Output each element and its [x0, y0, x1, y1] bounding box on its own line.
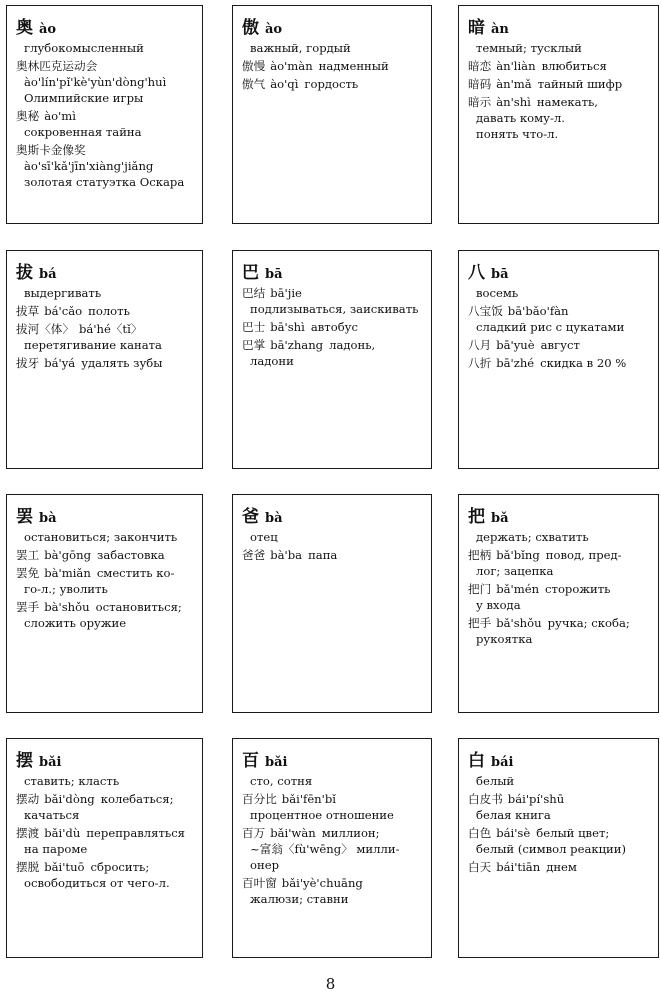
headword-meaning: глубокомысленный: [24, 41, 144, 55]
entry-hanzi: 八月: [468, 338, 492, 352]
dictionary-card: [232, 250, 432, 469]
entry-hanzi: 巴掌: [242, 338, 266, 352]
entry-pinyin: bà'gōng: [44, 548, 92, 562]
entry-continuation: сокровенная тайна: [24, 125, 142, 139]
entry-hanzi: 百分比: [242, 792, 277, 806]
entry-hanzi: 拔牙: [16, 356, 40, 370]
entry-continuation: го-л.; уволить: [24, 582, 108, 596]
entry-pinyin: bá'yá: [44, 356, 76, 370]
headword-pinyin: bà: [39, 511, 57, 526]
entry-pinyin: bà'miǎn: [44, 566, 91, 580]
entry-hanzi: 傲气: [242, 77, 266, 91]
headword-meaning: остановиться; закончить: [24, 530, 178, 544]
entry-translation: колебаться;: [100, 792, 174, 806]
entry-continuation: у входа: [476, 598, 521, 612]
entry-hanzi: 巴结: [242, 286, 266, 300]
dictionary-card: [6, 494, 203, 713]
entry-pinyin: bā'shì: [270, 320, 305, 334]
entry-continuation: жалюзи; ставни: [250, 892, 349, 906]
entry-pinyin: àn'shì: [496, 95, 531, 109]
entry-pinyin: bǎ'bǐng: [496, 548, 540, 562]
dictionary-card: [232, 738, 432, 958]
entry-continuation: рукоятка: [476, 632, 533, 646]
entry-pinyin: bà'ba: [270, 548, 303, 562]
entry: [468, 76, 650, 92]
entry-translation: полоть: [88, 304, 130, 318]
entry-pinyin: bā'zhé: [496, 356, 535, 370]
entry-pinyin: bǎi'dù: [44, 826, 81, 840]
entry-hanzi: 摆脱: [16, 860, 40, 874]
entry-translation: ладонь,: [329, 338, 376, 352]
entry-pinyin: bǎi'tuō: [44, 860, 85, 874]
entry-pinyin: bá'hé〈tǐ〉: [78, 322, 143, 336]
headword-hanzi: 白: [468, 751, 485, 771]
headword-pinyin: bǎ: [491, 511, 509, 526]
entry: [16, 599, 194, 631]
entry-pinyin: bǎi'yè'chuāng: [281, 876, 363, 890]
entry: [16, 142, 194, 190]
entry-translation: папа: [308, 548, 338, 562]
headword-meaning: сто, сотня: [250, 774, 313, 788]
headword-pinyin: ào: [265, 22, 283, 37]
entry-translation: надменный: [318, 59, 389, 73]
entry-pinyin: bǎ'mén: [496, 582, 540, 596]
entry-translation: автобус: [310, 320, 358, 334]
entry: [242, 319, 423, 335]
entry-translation: скидка в 20 %: [540, 356, 627, 370]
card-header: [242, 502, 423, 527]
entry-hanzi: 爸爸: [242, 548, 266, 562]
entry-pinyin: bái'sè: [496, 826, 531, 840]
entry-hanzi: 摆渡: [16, 826, 40, 840]
headword-meaning: ставить; класть: [24, 774, 120, 788]
entry-hanzi: 拔草: [16, 304, 40, 318]
entry-continuation: ~富翁〈fù'wēng〉 милли- онер: [250, 842, 400, 872]
entry-hanzi: 八折: [468, 356, 492, 370]
entry: [468, 94, 650, 142]
entry-continuation: сложить оружие: [24, 616, 127, 630]
entry-continuation: освободиться от чего-л.: [24, 876, 170, 890]
entry-hanzi: 百叶窗: [242, 876, 277, 890]
entry: [468, 791, 650, 823]
entry-translation: гордость: [304, 77, 359, 91]
entry-pinyin: bā'bǎo'fàn: [507, 304, 569, 318]
entry-translation: миллион;: [321, 826, 380, 840]
page-number: 8: [325, 975, 336, 993]
entry-translation: намекать,: [536, 95, 598, 109]
entry-pinyin: bǎi'wàn: [270, 826, 316, 840]
card-header: [468, 258, 650, 283]
headword-meaning: отец: [250, 530, 278, 544]
entry: [16, 355, 194, 371]
headword-pinyin: bā: [491, 267, 509, 282]
entry-pinyin: bā'zhang: [270, 338, 324, 352]
entry: [16, 547, 194, 563]
card-header: [16, 502, 194, 527]
headword-pinyin: ào: [39, 22, 57, 37]
entry-hanzi: 白色: [468, 826, 492, 840]
entry-translation: остановиться;: [95, 600, 182, 614]
entry-continuation: сладкий рис с цукатами: [476, 320, 625, 334]
entry-hanzi: 把柄: [468, 548, 492, 562]
entry-hanzi: 罢手: [16, 600, 40, 614]
entry-continuation: ладони: [250, 354, 294, 368]
headword-hanzi: 爸: [242, 507, 259, 527]
entry-translation: сбросить;: [90, 860, 150, 874]
entry: [468, 355, 650, 371]
entry-translation: белый цвет;: [536, 826, 610, 840]
entry-continuation: процентное отношение: [250, 808, 394, 822]
dictionary-card: [232, 5, 432, 224]
dictionary-card: [232, 494, 432, 713]
entry-hanzi: 奥林匹克运动会: [16, 59, 98, 73]
dictionary-card: [458, 738, 659, 958]
entry-hanzi: 暗恋: [468, 59, 492, 73]
entry-pinyin: ào'mì: [44, 109, 76, 123]
card-header: [242, 258, 423, 283]
headword-hanzi: 拔: [16, 263, 33, 283]
card-header: [468, 746, 650, 771]
headword-pinyin: àn: [491, 22, 509, 37]
entry-translation: ручка; скоба;: [547, 616, 630, 630]
entry: [16, 303, 194, 319]
entry-continuation: белый (символ реакции): [476, 842, 627, 856]
headword-hanzi: 罢: [16, 507, 33, 527]
card-header: [16, 746, 194, 771]
entry-hanzi: 奥斯卡金像奖: [16, 143, 86, 157]
headword-meaning: важный, гордый: [250, 41, 351, 55]
entry-hanzi: 暗示: [468, 95, 492, 109]
entry: [242, 337, 423, 369]
entry-hanzi: 巴士: [242, 320, 266, 334]
card-header: [468, 502, 650, 527]
entry-continuation: давать кому-л. понять что-л.: [476, 111, 565, 141]
entry: [16, 825, 194, 857]
entry-continuation: белая книга: [476, 808, 551, 822]
card-header: [16, 13, 194, 38]
headword-pinyin: bà: [265, 511, 283, 526]
entry: [242, 58, 423, 74]
entry: [468, 547, 650, 579]
entry-translation: влюбиться: [541, 59, 607, 73]
headword-hanzi: 八: [468, 263, 485, 283]
entry-continuation: подлизываться, заискивать: [250, 302, 419, 316]
entry-translation: удалять зубы: [81, 356, 163, 370]
entry-continuation: ào'lín'pǐ'kè'yùn'dòng'huì Олимпийские игры: [24, 75, 167, 105]
entry-pinyin: bā'jie: [270, 286, 302, 300]
entry-hanzi: 把手: [468, 616, 492, 630]
headword-hanzi: 摆: [16, 751, 33, 771]
dictionary-card: [6, 5, 203, 224]
entry-hanzi: 罢免: [16, 566, 40, 580]
entry: [468, 303, 650, 335]
entry-continuation: ào'sī'kǎ'jīn'xiàng'jiǎng золотая статуэтка Оскара: [24, 159, 185, 189]
entry-translation: сторожить: [545, 582, 611, 596]
headword-pinyin: bá: [39, 267, 57, 282]
entry-hanzi: 百万: [242, 826, 266, 840]
entry-hanzi: 摆动: [16, 792, 40, 806]
entry-translation: тайный шифр: [537, 77, 623, 91]
entry-hanzi: 暗码: [468, 77, 492, 91]
entry: [16, 321, 194, 353]
headword-meaning: темный; тусклый: [476, 41, 582, 55]
headword-hanzi: 暗: [468, 18, 485, 38]
entry-continuation: качаться: [24, 808, 80, 822]
headword-pinyin: bái: [491, 755, 514, 770]
dictionary-card: [458, 494, 659, 713]
headword-pinyin: bā: [265, 267, 283, 282]
headword-pinyin: bǎi: [39, 755, 62, 770]
dictionary-card: [6, 738, 203, 958]
headword-hanzi: 傲: [242, 18, 259, 38]
headword-pinyin: bǎi: [265, 755, 288, 770]
entry-translation: переправляться: [86, 826, 185, 840]
entry-pinyin: bà'shǒu: [44, 600, 90, 614]
entry: [468, 58, 650, 74]
entry: [468, 337, 650, 353]
entry-pinyin: àn'liàn: [496, 59, 536, 73]
entry-hanzi: 白天: [468, 860, 492, 874]
entry-pinyin: bǎi'fēn'bǐ: [281, 792, 336, 806]
entry-hanzi: 罢工: [16, 548, 40, 562]
entry: [468, 615, 650, 647]
entry-pinyin: bǎ'shǒu: [496, 616, 542, 630]
entry-pinyin: àn'mǎ: [496, 77, 532, 91]
entry-pinyin: bái'tiān: [496, 860, 541, 874]
dictionary-card: [458, 5, 659, 224]
headword-meaning: выдергивать: [24, 286, 102, 300]
card-header: [16, 258, 194, 283]
entry-translation: днем: [546, 860, 577, 874]
entry: [468, 859, 650, 875]
entry: [468, 581, 650, 613]
card-header: [242, 746, 423, 771]
entry: [242, 285, 423, 317]
entry-pinyin: ào'màn: [270, 59, 313, 73]
card-header: [468, 13, 650, 38]
entry: [16, 565, 194, 597]
entry-pinyin: ào'qì: [270, 77, 299, 91]
entry-continuation: перетягивание каната: [24, 338, 162, 352]
entry: [16, 58, 194, 106]
entry: [468, 825, 650, 857]
entry: [242, 547, 423, 563]
entry-hanzi: 把门: [468, 582, 492, 596]
dictionary-card: [6, 250, 203, 469]
entry-hanzi: 八宝饭: [468, 304, 503, 318]
dictionary-card: [458, 250, 659, 469]
entry-hanzi: 白皮书: [468, 792, 503, 806]
headword-hanzi: 百: [242, 751, 259, 771]
entry-translation: сместить ко-: [96, 566, 175, 580]
entry-hanzi: 奥秘: [16, 109, 40, 123]
card-header: [242, 13, 423, 38]
headword-meaning: восемь: [476, 286, 519, 300]
entry-pinyin: bǎi'dòng: [44, 792, 95, 806]
headword-hanzi: 奥: [16, 18, 33, 38]
entry: [242, 76, 423, 92]
headword-meaning: держать; схватить: [476, 530, 589, 544]
entry: [16, 108, 194, 140]
entry: [242, 825, 423, 873]
entry-hanzi: 傲慢: [242, 59, 266, 73]
entry-pinyin: bá'cǎo: [44, 304, 83, 318]
entry-hanzi: 拔河〈体〉: [16, 322, 74, 336]
entry-pinyin: bā'yuè: [496, 338, 535, 352]
entry-translation: повод, пред-: [545, 548, 622, 562]
entry-continuation: лог; зацепка: [476, 564, 554, 578]
headword-hanzi: 把: [468, 507, 485, 527]
headword-meaning: белый: [476, 774, 515, 788]
entry-pinyin: bái'pí'shū: [507, 792, 565, 806]
entry: [16, 791, 194, 823]
entry-translation: забастовка: [97, 548, 165, 562]
entry-continuation: на пароме: [24, 842, 88, 856]
headword-hanzi: 巴: [242, 263, 259, 283]
entry-translation: август: [540, 338, 580, 352]
entry: [242, 875, 423, 907]
entry: [242, 791, 423, 823]
entry: [16, 859, 194, 891]
